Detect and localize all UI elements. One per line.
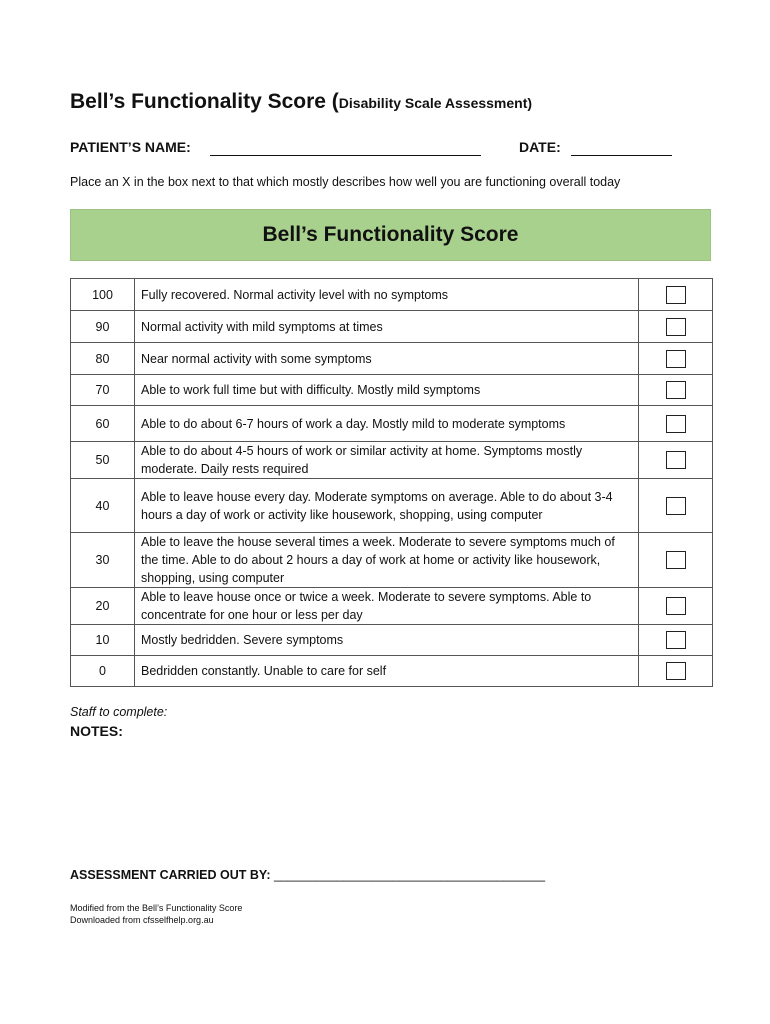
score-description: Near normal activity with some symptoms — [135, 343, 639, 375]
score-value: 40 — [71, 479, 135, 533]
score-row — [71, 442, 713, 479]
score-checkbox[interactable] — [666, 497, 686, 515]
score-banner — [70, 209, 711, 261]
score-description: Able to do about 6-7 hours of work a day. Mostly mild to moderate symptoms — [135, 406, 639, 442]
score-description: Able to leave house every day. Moderate symptoms on average. Able to do about 3-4 hours a day of work or activity like housework, shopping, using computer — [135, 479, 639, 533]
score-description: Normal activity with mild symptoms at times — [135, 311, 639, 343]
score-checkbox-cell — [639, 343, 713, 375]
score-checkbox[interactable] — [666, 662, 686, 680]
score-value: 70 — [71, 375, 135, 406]
score-description: Able to do about 4-5 hours of work or similar activity at home. Symptoms mostly moderate. Daily rests required — [135, 442, 639, 479]
score-value: 80 — [71, 343, 135, 375]
score-description: Able to leave the house several times a week. Moderate to severe symptoms much of the time. Able to do about 2 hours a day of work at home or activity like housework, shopping, using computer — [135, 533, 639, 588]
title-paren: ( — [331, 90, 339, 113]
banner-title: Bell’s Functionality Score — [262, 223, 519, 246]
score-value: 10 — [71, 625, 135, 656]
patient-name-label: PATIENT’S NAME: — [70, 139, 191, 155]
instruction-text: Place an X in the box next to that which mostly describes how well you are functioning overall today — [70, 175, 621, 189]
score-checkbox[interactable] — [666, 381, 686, 399]
score-checkbox-cell — [639, 656, 713, 687]
score-checkbox[interactable] — [666, 551, 686, 569]
score-checkbox[interactable] — [666, 597, 686, 615]
score-checkbox[interactable] — [666, 451, 686, 469]
patient-name-field[interactable] — [210, 155, 481, 156]
notes-area[interactable] — [70, 745, 711, 855]
score-row — [71, 311, 713, 343]
document-title — [70, 90, 532, 114]
score-value: 20 — [71, 588, 135, 625]
score-row — [71, 479, 713, 533]
score-checkbox-cell — [639, 479, 713, 533]
notes-label: NOTES: — [70, 723, 123, 739]
title-subtitle: Disability Scale Assessment) — [338, 95, 533, 111]
score-value: 30 — [71, 533, 135, 588]
score-description: Able to work full time but with difficulty. Mostly mild symptoms — [135, 375, 639, 406]
score-row — [71, 656, 713, 687]
score-row — [71, 625, 713, 656]
assessment-signature-field[interactable]: _______________________________________ — [273, 868, 546, 882]
score-checkbox-cell — [639, 279, 713, 311]
score-checkbox-cell — [639, 625, 713, 656]
score-checkbox-cell — [639, 311, 713, 343]
assessment-label: ASSESSMENT CARRIED OUT BY: — [70, 868, 271, 882]
score-checkbox[interactable] — [666, 286, 686, 304]
score-value: 100 — [71, 279, 135, 311]
score-row — [71, 406, 713, 442]
score-checkbox[interactable] — [666, 415, 686, 433]
score-checkbox-cell — [639, 375, 713, 406]
score-row — [71, 533, 713, 588]
score-value: 60 — [71, 406, 135, 442]
score-value: 90 — [71, 311, 135, 343]
footer-download: Downloaded from cfsselfhelp.org.au — [70, 915, 214, 925]
title-main: Bell’s Functionality Score — [70, 90, 326, 113]
score-row — [71, 343, 713, 375]
score-description: Fully recovered. Normal activity level with no symptoms — [135, 279, 639, 311]
score-checkbox[interactable] — [666, 631, 686, 649]
score-value: 50 — [71, 442, 135, 479]
score-checkbox-cell — [639, 406, 713, 442]
score-row — [71, 279, 713, 311]
date-field[interactable] — [571, 155, 672, 156]
score-description: Bedridden constantly. Unable to care for self — [135, 656, 639, 687]
score-checkbox-cell — [639, 442, 713, 479]
date-label: DATE: — [519, 139, 561, 155]
score-value: 0 — [71, 656, 135, 687]
staff-label: Staff to complete: — [70, 705, 168, 719]
score-description: Mostly bedridden. Severe symptoms — [135, 625, 639, 656]
score-row — [71, 588, 713, 625]
score-description: Able to leave house once or twice a week. Moderate to severe symptoms. Able to concentrate for one hour or less per day — [135, 588, 639, 625]
score-checkbox-cell — [639, 533, 713, 588]
score-checkbox-cell — [639, 588, 713, 625]
score-row — [71, 375, 713, 406]
score-table — [70, 278, 713, 687]
footer-source: Modified from the Bell’s Functionality Score — [70, 903, 243, 913]
score-checkbox[interactable] — [666, 350, 686, 368]
score-checkbox[interactable] — [666, 318, 686, 336]
assessment-line — [70, 868, 545, 882]
